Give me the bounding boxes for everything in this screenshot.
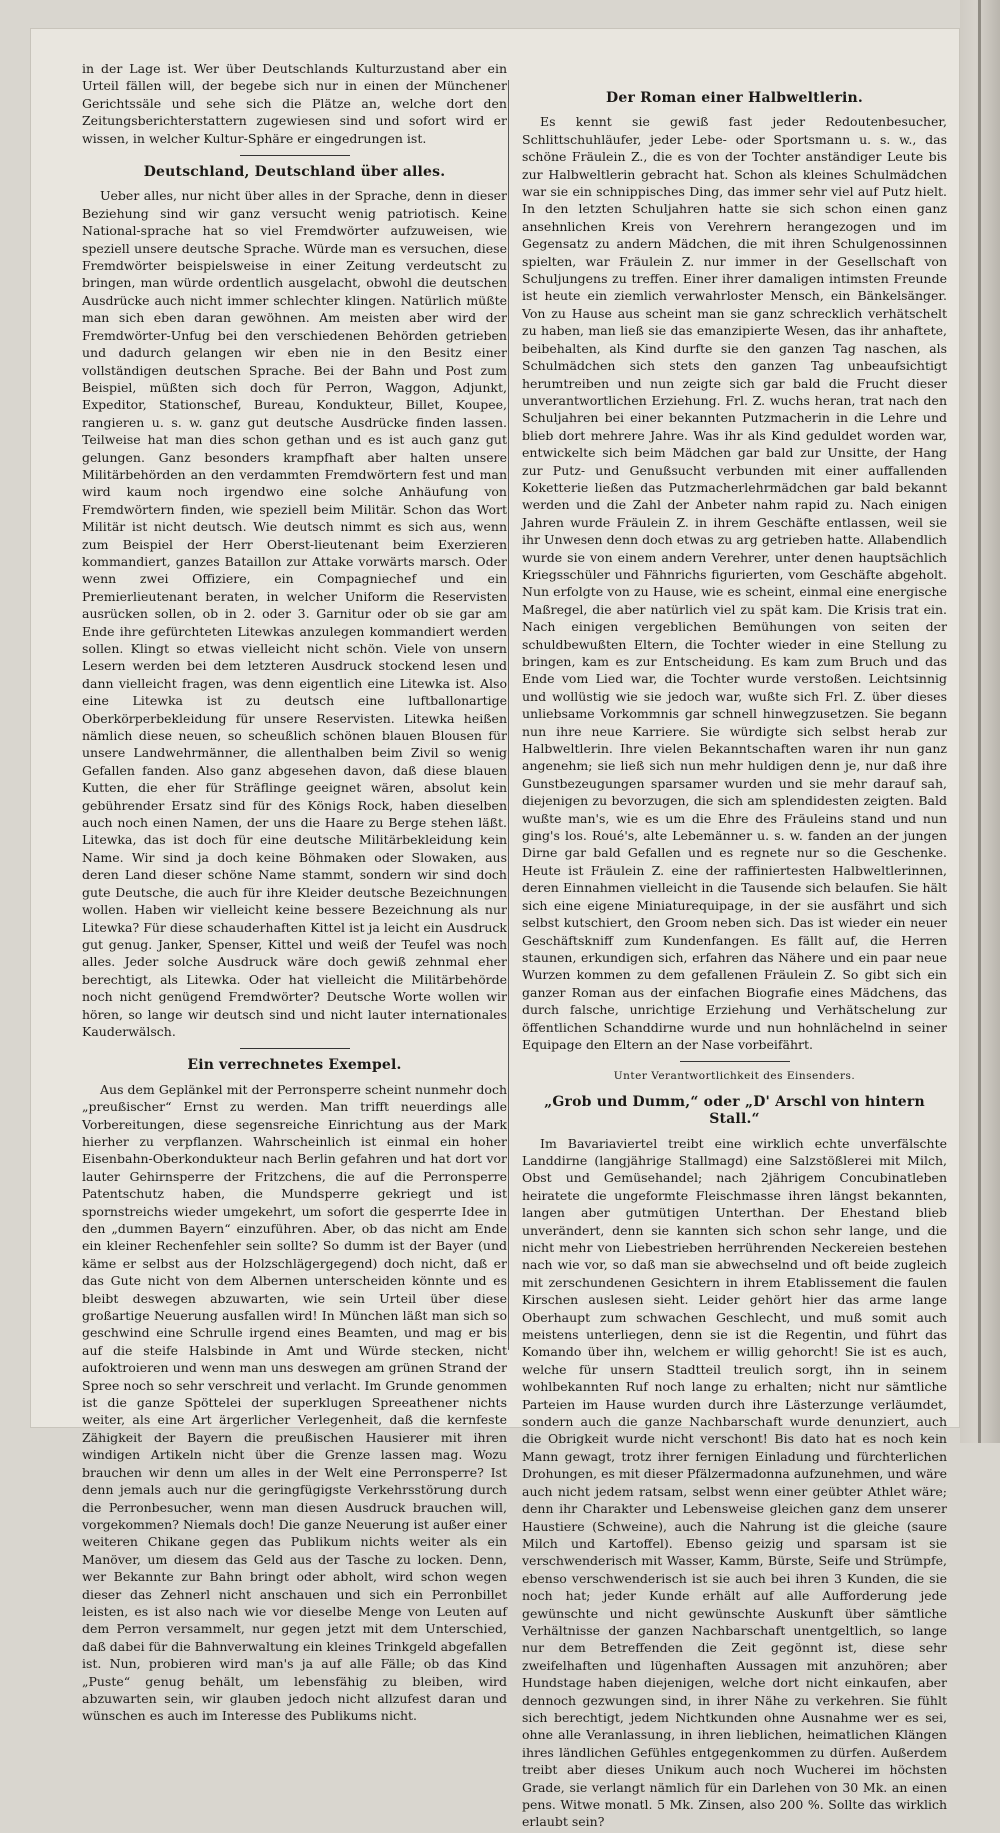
section-rule	[240, 155, 350, 156]
left-column	[82, 60, 507, 1727]
article-title-exempel: Ein verrechnetes Exempel.	[187, 1057, 402, 1074]
intro-paragraph: in der Lage ist. Wer über Deutschlands Kulturzustand aber ein Urteil fällen will, der begebe sich nur in einen der Münchener Gerichtssäle und sehe sich die Plätze an, welche dort den Zeitungsberichterstattern zugewiesen sind und sofort wird er wissen, in welcher Kultur-Sphäre er eingedrungen ist.	[82, 61, 507, 146]
article-body-grob-und-dumm: Im Bavariaviertel treibt eine wirklich echte unverfälschte Landdirne (langjährige Stallmagd) eine Salzstößlerei mit Milch, Obst und Gemüsehandel; nach 2jährigem Concubinatleben heiratete die ungeformte Fleischmasse ihren längst bekannten, langen aber gutmütigen Unterthan. Der Ehestand blieb unverändert, denn sie kannten sich schon sehr lange, und die nicht mehr von Liebestrieben herrührenden Neckereien bestehen nach wie vor, so daß man sie abwechselnd und oft beide zugleich mit zerschundenen Gesichtern in ihrem Etablissement die faulen Kirschen auslesen sieht. Leider gehört hier das arme lange Oberhaupt zum schwachen Geschlecht, und muß somit auch meistens unterliegen, denn sie ist die Regentin, und führt das Komando über ihn, welchem er willig gehorcht! Sie ist es auch, welche für unsern Stadtteil treulich sorgt, ihn in seinem wohlbekannten Ruf noch lange zu erhalten; nicht nur sämtliche Parteien im Hause wurden durch ihre Lästerzunge verläumdet, sondern auch die ganze Nachbarschaft wurde denunziert, auch die Obrigkeit wurde nicht verschont! Bis dato hat es noch kein Mann gewagt, trotz ihrer fernigen Einladung und fürchterlichen Drohungen, es mit dieser Pfälzermadonna aufzunehmen, und wäre auch nicht jedem ratsam, selbst wenn einer geübter Athlet wäre; denn ihr Charakter und Lebensweise gleichen ganz dem unserer Haustiere (Schweine), auch die Nahrung ist die gleiche (saure Milch und Kartoffel). Ebenso geizig und sparsam ist sie verschwenderisch mit Wasser, Kamm, Bürste, Seife und Strümpfe, ebenso verschwenderisch ist sie auch bei ihren 3 Kunden, die sie noch hat; jeder Kunde erhält auf alle Aufforderung jede gewünschte und nicht gewünschte Auskunft über sämtliche Verhältnisse der ganzen Nachbarschaft unentgeltlich, so lange nur dem Betreffenden die Zeit gegönnt ist, diese sehr zweifelhaften und lügenhaften Aussagen mit anzuhören; aber Hundstage haben diejenigen, welche dort nicht einkaufen, aber dennoch gezwungen sind, in ihrer Nähe zu verkehren. Sie fühlt sich berechtigt, jedem Nichtkunden ohne Ausnahme wer es sei, ohne alle Veranlassung, in ihren lieblichen, heimatlichen Klängen ihres ländlichen Gefühles entgegenkommen zu dürfen. Außerdem treibt aber dieses Unikum auch noch Wucherei im höchsten Grade, sie verlangt nämlich für ein Darlehen von 30 Mk. an einen pens. Witwe monatl. 5 Mk. Zinsen, also 200 %. Sollte das wirklich erlaubt sein?	[522, 1135, 947, 1830]
article-body-roman: Es kennt sie gewiß fast jeder Redoutenbesucher, Schlittschuhläufer, jeder Lebe- oder Sportsmann u. s. w., das schöne Fräulein Z., die es von der Tochter anständiger Leute bis zur Halbweltlerin gebracht hat. Schon als kleines Schulmädchen war sie ein schnippisches Ding, das immer sehr viel auf Putz hielt. In den letzten Schuljahren hatte sie sich schon einen ganz ansehnlichen Kreis von Verehrern herangezogen und im Gegensatz zu andern Mädchen, die mit ihren Schulgenossinnen spielten, war Fräulein Z. nur immer in der Gesellschaft von Schuljungens zu treffen. Einer ihrer damaligen intimsten Freunde ist heute ein ziemlich verwahrloster Mensch, ein Bänkelsänger. Von zu Hause aus scheint man sie ganz schrecklich verhätschelt zu haben, man ließ sie das emanzipierte Wesen, das ihr anhaftete, beibehalten, als Kind durfte sie den ganzen Tag naschen, als Schulmädchen sich stets den ganzen Tag unbeaufsichtigt herumtreiben und nun zeigte sich gar bald die Frucht dieser unverantwortlichen Erziehung. Frl. Z. wuchs heran, trat nach den Schuljahren bei einer bekannten Putzmacherin in die Lehre und blieb dort mehrere Jahre. Was ihr als Kind geduldet worden war, entwickelte sich beim Mädchen gar bald zur Unsitte, der Hang zur Putz- und Genußsucht verbunden mit einer auffallenden Koketterie ließen das Putzmacherlehrmädchen gar bald bekannt werden und die Zahl der Anbeter nahm rapid zu. Nach einigen Jahren wurde Fräulein Z. in ihrem Geschäfte entlassen, weil sie ihr Unwesen denn doch etwas zu arg getrieben hatte. Allabendlich wurde sie von einem andern Verehrer, unter denen hauptsächlich Kriegsschüler und Fähnrichs figurierten, vom Geschäfte abgeholt. Nun erfolgte von zu Hause, wie es scheint, einmal eine energische Maßregel, die aber natürlich viel zu spät kam. Die Krisis trat ein. Nach einigen vergeblichen Bemühungen von seiten der schuldbewußten Eltern, die Tochter wieder in eine Stellung zu bringen, kam es zur Entscheidung. Es kam zum Bruch und das Ende vom Lied war, die Tochter wurde verstoßen. Leichtsinnig und wollüstig wie sie jedoch war, wußte sich Frl. Z. über dieses unliebsame Vorkommnis gar schnell hinwegzusetzen. Sie begann nun ihre neue Karriere. Sie würdigte sich selbst herab zur Halbweltlerin. Ihre vielen Bekanntschaften waren ihr nun ganz angenehm; sie ließ sich nun mehr huldigen denn je, nur daß ihre Gunstbezeugungen sparsamer wurden und sie mehr darauf sah, diejenigen zu bevorzugen, die sich am splendidesten zeigten. Bald wußte man's, wie es um die Ehre des Fräuleins stand und nun ging's los. Roué's, alte Lebemänner u. s. w. fanden an der jungen Dirne gar bald Gefallen und es regnete nur so die Geschenke. Heute ist Fräulein Z. eine der raffiniertesten Halbweltlerinnen, deren Einnahmen vielleicht in die Tausende sich belaufen. Sie hält sich eine eigene Miniaturequipage, in der sie ausfährt und sich selbst kutschiert, den Groom neben sich. Das ist wieder ein neuer Geschäftskniff zum Kundenfangen. Es fällt auf, die Herren staunen, erkundigen sich, erfahren das Nähere und ein paar neue Wurzen kommen zu dem gefallenen Fräulein Z. So gibt sich ein ganzer Roman aus der einfachen Biografie eines Mädchens, das durch falsche, unrichtige Erziehung und Verhätschelung zur öffentlichen Schanddirne wurde und nun hohnlächelnd in seiner Equipage den Eltern an der Nase vorbeifährt.	[522, 114, 947, 1052]
article-title-deutschland: Deutschland, Deutschland über alles.	[143, 164, 446, 181]
article-title-roman: Der Roman einer Halbweltlerin.	[606, 90, 863, 106]
article-title-grob-und-dumm: „Grob und Dumm,“ oder „D' Arschl von hintern Stall.“	[544, 1093, 925, 1128]
responsibility-notice: Unter Verantwortlichkeit des Einsenders.	[613, 1070, 856, 1083]
section-rule	[680, 1061, 790, 1062]
adjacent-page-edge	[960, 0, 1000, 1443]
article-body-deutschland: Ueber alles, nur nicht über alles in der Sprache, denn in dieser Beziehung sind wir ganz versucht wenig patriotisch. Keine National-sprache hat so viel Fremdwörter aufzuweisen, wie speziell unsere deutsche Sprache. Würde man es versuchen, diese Fremdwörter beispielsweise in einer Zeitung verdeutscht zu bringen, man würde ordentlich ausgelacht, obwohl die deutschen Ausdrücke auch nicht immer schlechter klingen. Natürlich müßte man sich eben daran gewöhnen. Am meisten aber wird der Fremdwörter-Unfug bei den verschiedenen Behörden getrieben und dadurch gelangen wir eben nie in den Besitz einer vollständigen deutschen Sprache. Bei der Bahn und Post zum Beispiel, müßten sich doch für Perron, Waggon, Adjunkt, Expeditor, Stationschef, Bureau, Kondukteur, Billet, Koupee, rangieren u. s. w. ganz gut deutsche Ausdrücke finden lassen. Teilweise hat man dies schon gethan und es ist auch ganz gut gelungen. Ganz besonders krampfhaft aber halten unsere Militärbehörden an den verdammten Fremdwörtern fest und man wird kaum noch irgendwo eine solche Anhäufung von Fremdwörtern finden, wie speziell beim Militär. Schon das Wort Militär ist nicht deutsch. Wie deutsch nimmt es sich aus, wenn zum Beispiel der Herr Oberst-lieutenant beim Exerzieren kommandiert, ganzes Bataillon zur Attake vorwärts marsch. Oder wenn zwei Offiziere, ein Compagniechef und ein Premierlieutenant beraten, in welcher Uniform die Reservisten ausrücken sollen, ob in 2. oder 3. Garnitur oder ob sie gar am Ende ihre gefürchteten Litewkas anzulegen kommandiert werden sollen. Klingt so etwas vielleicht nicht schön. Viele von unsern Lesern werden bei dem letzteren Ausdruck stockend lesen und dann vielleicht fragen, was denn eigentlich eine Litewka ist. Also eine Litewka ist zu deutsch eine luftballonartige Oberkörperbekleidung für unsere Reservisten. Litewka heißen nämlich diese neuen, so scheußlich schönen blauen Blousen für unsere Landwehrmänner, die allenthalben beim Zivil so wenig Gefallen fanden. Also ganz abgesehen davon, daß diese blauen Kutten, die eher für Sträflinge geeignet wären, absolut kein gebührender Ersatz sind für des Königs Rock, haben dieselben auch noch einen Namen, der uns die Haare zu Berge stehen läßt. Litewka, das ist doch für eine deutsche Militärbekleidung kein Name. Wir sind ja doch keine Böhmaken oder Slowaken, aus deren Land dieser schöne Name stammt, sondern wir sind doch gute Deutsche, die auch für ihre Kleider deutsche Bezeichnungen wollen. Haben wir vielleicht keine bessere Bezeichnung als nur Litewka? Für diese schauderhaften Kittel ist ja leicht ein Ausdruck gut genug. Janker, Spenser, Kittel und weiß der Teufel was noch alles. Jeder solche Ausdruck wäre doch gewiß zehnmal eher berechtigt, als Litewka. Oder hat vielleicht die Militärbehörde noch nicht genügend Fremdwörter? Deutsche Worte wollen wir hören, so lange wir deutsch sind und nicht lauter internationales Kauderwälsch.	[82, 188, 507, 1039]
section-rule	[240, 1048, 350, 1049]
column-divider	[508, 80, 509, 1350]
article-body-exempel: Aus dem Geplänkel mit der Perronsperre scheint nunmehr doch „preußischer“ Ernst zu werden. Man trifft neuerdings alle Vorbereitungen, diese segensreiche Einrichtung aus der Mark hierher zu verpflanzen. Wahrscheinlich ist einmal ein hoher Eisenbahn-Oberkondukteur nach Berlin gefahren und hat dort vor lauter Gehirnsperre der Fritzchens, die auf die Perronsperre Patentschutz haben, die Mundsperre gekriegt und ist spornstreichs wieder umgekehrt, um sofort die gesperrte Idee in den „dummen Bayern“ einzuführen. Aber, ob das nicht am Ende ein kleiner Rechenfehler sein sollte? So dumm ist der Bayer (und käme er selbst aus der Holzschlägergegend) doch nicht, daß er das Gute nicht von dem Albernen unterscheiden könnte und es bleibt deswegen abzuwarten, wie sein Urteil über diese großartige Neuerung ausfallen wird! In München läßt man sich so geschwind eine Schrulle irgend eines Beamten, und mag er bis auf die steife Halsbinde in Amt und Würde stecken, nicht aufoktroieren und wenn man uns deswegen am grünen Strand der Spree noch so sehr verschreit und verlacht. Im Grunde genommen ist die ganze Spöttelei der superklugen Spreeathener nichts weiter, als eine Art ärgerlicher Verlegenheit, daß die kernfeste Zähigkeit der Bayern die preußischen Hausierer mit ihren windigen Artikeln nicht über die Grenze lassen mag. Wozu brauchen wir denn um alles in der Welt eine Perronsperre? Ist denn jemals auch nur die geringfügigste Verkehrsstörung durch die Perronbesucher, wenn man diesen Ausdruck brauchen will, vorgekommen? Niemals doch! Die ganze Neuerung ist außer einer weiteren Chikane gegen das Publikum nichts weiter als ein Manöver, um diesem das Geld aus der Tasche zu locken. Denn, wer Bekannte zur Bahn bringt oder abholt, wird schon wegen dieser das Zehnerl nicht anschauen und sich ein Perronbillet leisten, es ist also nach wie vor dieselbe Menge von Leuten auf dem Perron versammelt, nur gegen jetzt mit dem Unterschied, daß dabei für die Bahnverwaltung ein kleines Trinkgeld abgefallen ist. Nun, probieren wird man's ja auf alle Fälle; ob das Kind „Puste“ genug behält, um lebensfähig zu bleiben, wird abzuwarten sein, wir glauben jedoch nicht allzufest daran und wünschen es auch im Interesse des Publikums nicht.	[82, 1081, 507, 1724]
right-column	[522, 82, 947, 1833]
